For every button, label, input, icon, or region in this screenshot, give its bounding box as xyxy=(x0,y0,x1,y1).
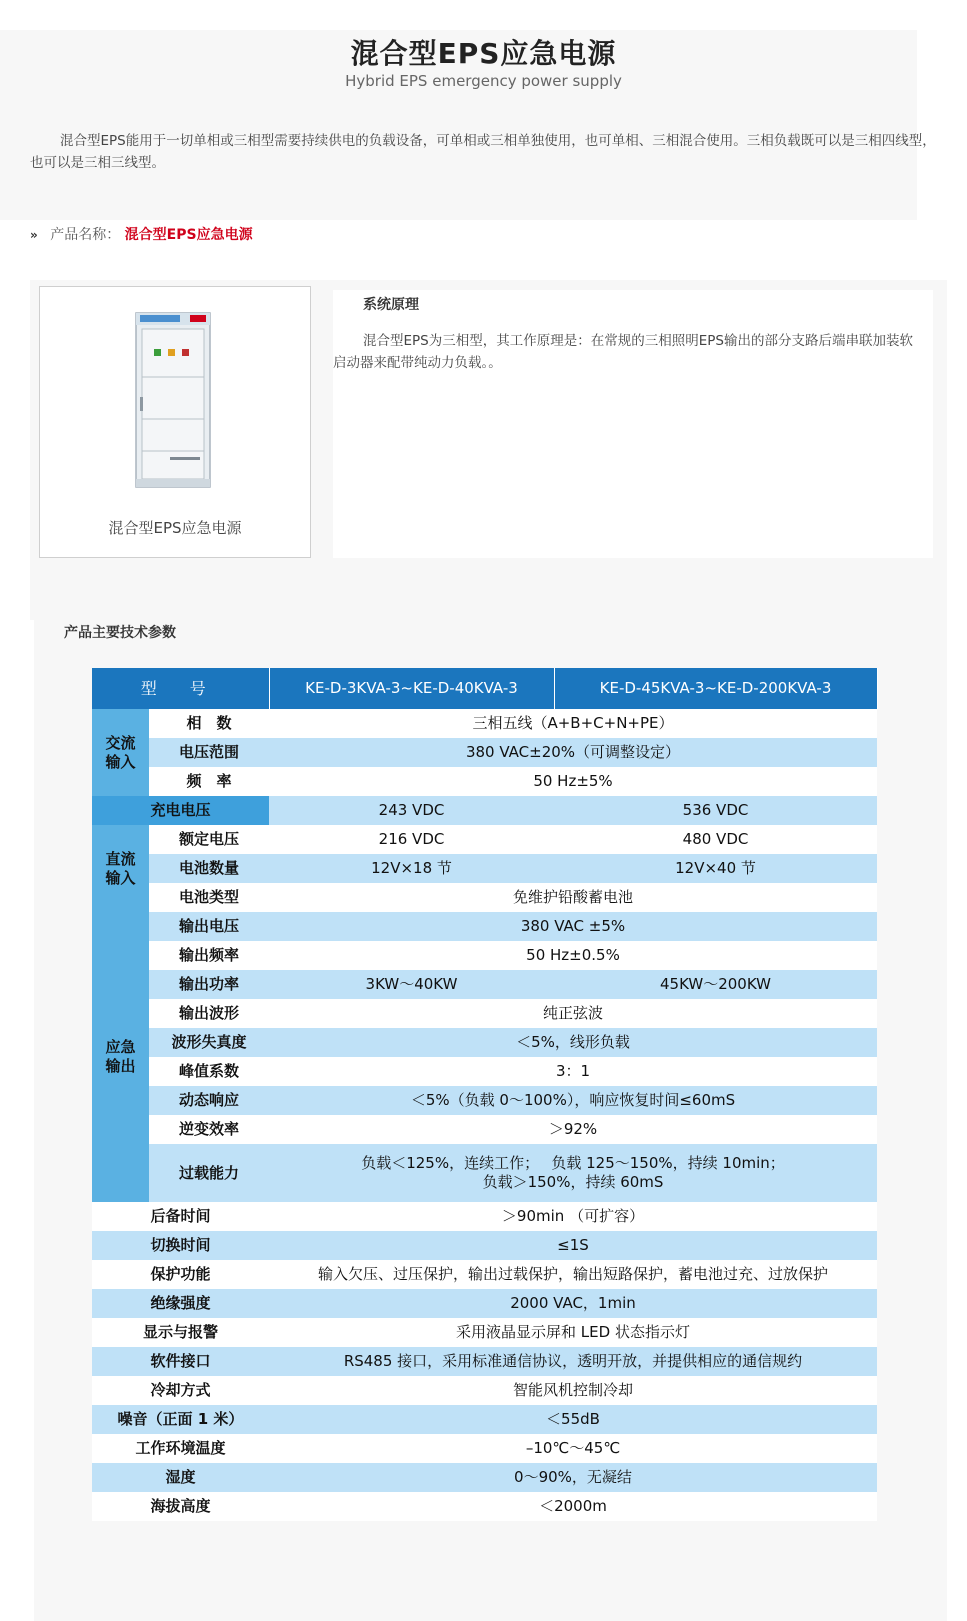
table-row xyxy=(92,1115,877,1144)
row-label: 电池数量 xyxy=(149,854,269,883)
table-row xyxy=(92,796,877,825)
row-label: 电压范围 xyxy=(149,738,269,767)
row-label: 输出功率 xyxy=(149,970,269,999)
table-row xyxy=(92,1260,877,1289)
row-label: 冷却方式 xyxy=(92,1376,269,1405)
overload-line-1: 负载＜125%，连续工作； 负载 125～150%，持续 10min； xyxy=(361,1154,785,1172)
section-output-label: 应急 输出 xyxy=(105,1038,136,1075)
row-label: 输出电压 xyxy=(149,912,269,941)
row-value-2: 536 VDC xyxy=(554,796,877,825)
row-value: 输入欠压、过压保护，输出过载保护，输出短路保护，蓄电池过充、过放保护 xyxy=(269,1260,877,1289)
row-value: ＜5%（负载 0～100%），响应恢复时间≤60mS xyxy=(269,1086,877,1115)
row-label: 波形失真度 xyxy=(149,1028,269,1057)
row-label: 充电电压 xyxy=(92,796,269,825)
header-model: 型 号 xyxy=(92,668,269,709)
table-row xyxy=(92,1057,877,1086)
table-row xyxy=(92,767,877,796)
principle-box xyxy=(333,290,933,558)
row-value: ＞90min （可扩容） xyxy=(269,1202,877,1231)
row-label: 软件接口 xyxy=(92,1347,269,1376)
row-label: 输出频率 xyxy=(149,941,269,970)
row-label: 噪音（正面 1 米） xyxy=(92,1405,269,1434)
row-value-1: 12V×18 节 xyxy=(269,854,554,883)
row-value: RS485 接口，采用标准通信协议，透明开放，并提供相应的通信规约 xyxy=(269,1347,877,1376)
row-value: 50 Hz±5% xyxy=(269,767,877,796)
table-row xyxy=(92,1376,877,1405)
row-value-1: 243 VDC xyxy=(269,796,554,825)
table-row xyxy=(92,912,877,941)
row-value: 3：1 xyxy=(269,1057,877,1086)
table-row xyxy=(92,999,877,1028)
table-row xyxy=(92,1492,877,1521)
row-label: 保护功能 xyxy=(92,1260,269,1289)
product-card[interactable] xyxy=(39,286,311,558)
section-output xyxy=(92,912,149,1202)
table-row xyxy=(92,1289,877,1318)
row-value: ＜5%，线形负载 xyxy=(269,1028,877,1057)
row-value: 380 VAC±20%（可调整设定） xyxy=(269,738,877,767)
row-label: 过载能力 xyxy=(149,1144,269,1202)
intro-paragraph: 混合型EPS能用于一切单相或三相型需要持续供电的负载设备，可单相或三相单独使用，也可单相、三相混合使用。三相负载既可以是三相四线型，也可以是三相三线型。 xyxy=(30,133,936,171)
row-value-2: 480 VDC xyxy=(554,825,877,854)
page-subtitle: Hybrid EPS emergency power supply xyxy=(345,72,622,90)
row-label: 显示与报警 xyxy=(92,1318,269,1347)
row-value xyxy=(269,1144,877,1202)
row-value: 2000 VAC，1min xyxy=(269,1289,877,1318)
row-label: 切换时间 xyxy=(92,1231,269,1260)
table-row xyxy=(92,970,877,999)
table-row xyxy=(92,1144,877,1202)
table-row xyxy=(92,883,877,912)
section-dc-input xyxy=(92,825,149,912)
row-value-2: 45KW～200KW xyxy=(554,970,877,999)
row-value: 纯正弦波 xyxy=(269,999,877,1028)
table-row xyxy=(92,1463,877,1492)
row-value: ＜55dB xyxy=(269,1405,877,1434)
row-label: 动态响应 xyxy=(149,1086,269,1115)
row-label: 峰值系数 xyxy=(149,1057,269,1086)
spec-header-row xyxy=(92,668,877,709)
table-row xyxy=(92,1028,877,1057)
double-chevron-down-icon: » xyxy=(30,228,38,242)
table-row xyxy=(92,738,877,767)
section-ac-input-label: 交流 输入 xyxy=(105,733,136,771)
table-row xyxy=(92,825,877,854)
spec-title: 产品主要技术参数 xyxy=(64,625,176,641)
row-label: 额定电压 xyxy=(149,825,269,854)
table-row xyxy=(92,1318,877,1347)
row-value-1: 3KW～40KW xyxy=(269,970,554,999)
row-value-1: 216 VDC xyxy=(269,825,554,854)
overload-line-2: 负载＞150%，持续 60mS xyxy=(482,1173,664,1191)
product-name-row xyxy=(30,224,253,244)
principle-title: 系统原理 xyxy=(363,297,419,313)
table-row xyxy=(92,941,877,970)
row-value: ≤1S xyxy=(269,1231,877,1260)
spec-table xyxy=(92,668,878,1521)
row-label: 输出波形 xyxy=(149,999,269,1028)
product-image-caption: 混合型EPS应急电源 xyxy=(108,519,242,537)
table-row xyxy=(92,1202,877,1231)
row-value: 50 Hz±0.5% xyxy=(269,941,877,970)
row-value: 智能风机控制冷却 xyxy=(269,1376,877,1405)
row-value: 免维护铅酸蓄电池 xyxy=(269,883,877,912)
row-label: 后备时间 xyxy=(92,1202,269,1231)
table-row xyxy=(92,1086,877,1115)
row-value: –10℃～45℃ xyxy=(269,1434,877,1463)
page-title: 混合型EPS应急电源 xyxy=(350,37,617,70)
table-row xyxy=(92,1434,877,1463)
table-row xyxy=(92,1405,877,1434)
table-row xyxy=(92,709,877,738)
row-label: 电池类型 xyxy=(149,883,269,912)
header-model-range-1: KE-D-3KVA-3~KE-D-40KVA-3 xyxy=(269,668,554,709)
row-value: 采用液晶显示屏和 LED 状态指示灯 xyxy=(269,1318,877,1347)
row-label: 频 率 xyxy=(149,767,269,796)
row-label: 逆变效率 xyxy=(149,1115,269,1144)
row-value: 三相五线（A+B+C+N+PE） xyxy=(269,709,877,738)
row-label: 绝缘强度 xyxy=(92,1289,269,1318)
table-row xyxy=(92,1347,877,1376)
principle-text: 混合型EPS为三相型，其工作原理是：在常规的三相照明EPS输出的部分支路后端串联加装软启动器来配带纯动力负载。。 xyxy=(333,333,913,371)
row-value-2: 12V×40 节 xyxy=(554,854,877,883)
section-dc-input-label: 直流 输入 xyxy=(105,849,136,887)
row-label: 海拔高度 xyxy=(92,1492,269,1521)
row-label: 相 数 xyxy=(149,709,269,738)
row-value: 380 VAC ±5% xyxy=(269,912,877,941)
row-label: 湿度 xyxy=(92,1463,269,1492)
row-value: ＜2000m xyxy=(269,1492,877,1521)
eps-cabinet-image xyxy=(134,311,212,489)
row-label: 工作环境温度 xyxy=(92,1434,269,1463)
section-ac-input xyxy=(92,709,149,796)
header-model-range-2: KE-D-45KVA-3~KE-D-200KVA-3 xyxy=(554,668,877,709)
product-name-label: 产品名称： xyxy=(50,227,121,243)
table-row xyxy=(92,854,877,883)
row-value: ＞92% xyxy=(269,1115,877,1144)
product-name-value: 混合型EPS应急电源 xyxy=(124,227,253,243)
row-value: 0～90%，无凝结 xyxy=(269,1463,877,1492)
table-row xyxy=(92,1231,877,1260)
